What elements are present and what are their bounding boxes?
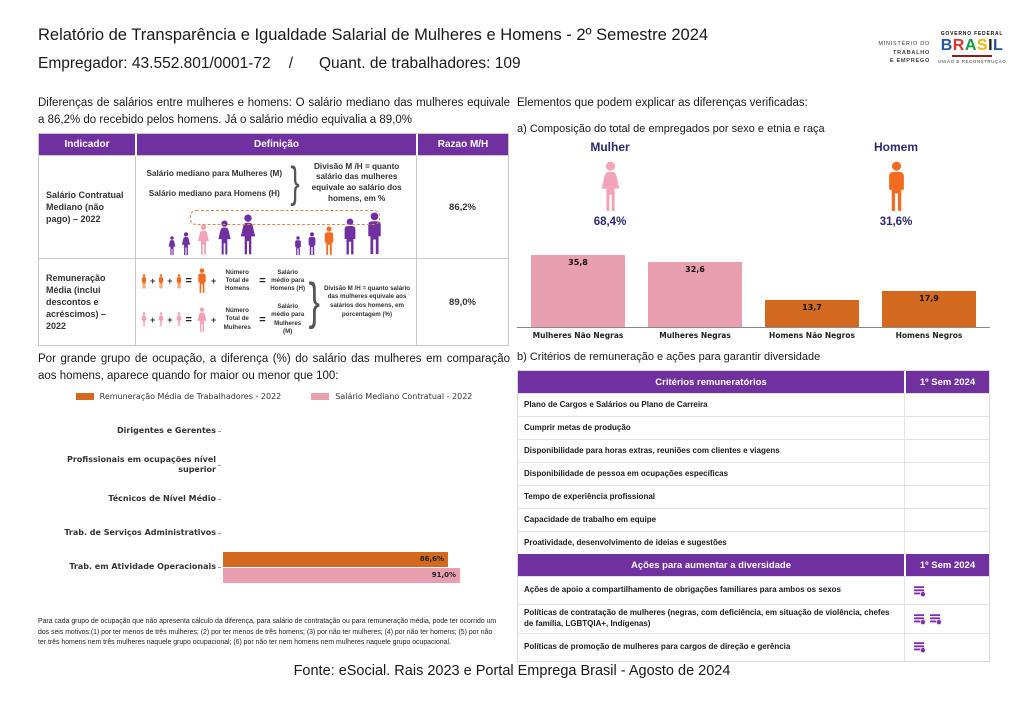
criteria-value-cell bbox=[904, 394, 989, 416]
criteria-value-cell bbox=[904, 440, 989, 462]
occupation-plot bbox=[223, 516, 510, 550]
bar-value-label: 17,9 bbox=[919, 294, 939, 303]
gov-brasil-logo bbox=[936, 31, 1008, 64]
female-figure-icon bbox=[180, 232, 192, 256]
indicator-table-header-indicador: Indicador bbox=[39, 134, 136, 156]
diversity-action-icon bbox=[914, 641, 926, 653]
bar-category-label: Homens Não Negros bbox=[769, 331, 855, 340]
female-figure-icon bbox=[140, 312, 148, 327]
axis-tick bbox=[218, 567, 221, 568]
separator: / bbox=[288, 55, 293, 72]
bar-value-label: 86,6% bbox=[419, 555, 444, 563]
gov-logo-letter: L bbox=[993, 37, 1004, 54]
indicator-table-header-definicao: Definição bbox=[135, 134, 417, 156]
male-figure-icon bbox=[306, 232, 318, 256]
axis-tick bbox=[218, 465, 221, 466]
male-figure-icon bbox=[321, 226, 337, 256]
legend-swatch bbox=[311, 393, 329, 400]
female-figure-icon bbox=[552, 161, 668, 213]
women-average-formula bbox=[140, 303, 307, 335]
occupation-row bbox=[38, 550, 510, 584]
plus-sign: + bbox=[210, 314, 217, 325]
gov-logo-bottom: UNIÃO E RECONSTRUÇÃO bbox=[937, 59, 1007, 65]
division-note: Divisão M /H = quanto salário das mulheres equivale aos salários dos homens, em porcentagem (%) bbox=[323, 284, 411, 318]
legend-item bbox=[311, 392, 472, 401]
male-figure-icon bbox=[195, 268, 209, 294]
bar-category-label: Homens Negros bbox=[895, 331, 963, 340]
occupation-row bbox=[38, 448, 510, 482]
gov-logo-top: GOVERNO FEDERAL bbox=[940, 31, 1004, 37]
equals-sign: = bbox=[185, 313, 192, 326]
ministry-logo-line1: MINISTÉRIO DO bbox=[878, 41, 930, 47]
gov-logo-letter: I bbox=[988, 37, 994, 54]
female-figure-icon bbox=[597, 161, 624, 213]
axis-tick bbox=[218, 499, 221, 500]
criteria-label: Tempo de experiência profissional bbox=[524, 491, 655, 501]
male-figure-icon bbox=[293, 236, 303, 256]
criteria-row bbox=[518, 531, 989, 554]
criteria-value-cell bbox=[904, 486, 989, 508]
occupation-label: Técnicos de Nível Médio bbox=[108, 494, 216, 504]
ministry-logo-line3: E EMPREGO bbox=[889, 58, 930, 65]
section-b-title: b) Critérios de remuneração e ações para garantir diversidade bbox=[517, 351, 821, 363]
occupation-bar-chart bbox=[38, 414, 510, 584]
actions-header-label: Ações para aumentar a diversidade bbox=[631, 559, 791, 571]
brace-glyph: } bbox=[290, 158, 300, 207]
action-row bbox=[518, 576, 989, 604]
female-figure-icon bbox=[195, 307, 209, 333]
male-label: Homem bbox=[873, 140, 918, 154]
indicator-row2-definition bbox=[136, 259, 417, 346]
indicator-row2-label: Remuneração Média (inclui descontos e acréscimos) – 2022 bbox=[39, 259, 136, 346]
median-men-label: Salário mediano para Homens (H) bbox=[148, 188, 280, 198]
female-share-block bbox=[552, 140, 668, 228]
gov-logo-letter: A bbox=[964, 37, 977, 54]
male-share-value: 31,6% bbox=[879, 216, 913, 228]
formula-total-label: Número Total de Mulheres bbox=[223, 307, 251, 331]
action-row bbox=[518, 604, 989, 633]
bar bbox=[765, 300, 859, 327]
action-value-cell bbox=[904, 577, 989, 604]
female-figure-icon bbox=[175, 312, 183, 327]
occupation-plot bbox=[223, 550, 510, 584]
criteria-label: Proatividade, desenvolvimento de ideias e sugestões bbox=[524, 537, 727, 547]
occupation-label: Profissionais em ocupações nível superior bbox=[66, 455, 216, 474]
criteria-value-cell bbox=[904, 463, 989, 485]
bar-value-label: 91,0% bbox=[431, 571, 456, 579]
equals-sign: = bbox=[259, 275, 266, 288]
bar-category-label: Mulheres Não Negras bbox=[532, 331, 624, 340]
action-label: Ações de apoio a compartilhamento de obrigações familiares para ambos os sexos bbox=[524, 585, 841, 595]
indicator-row1-label: Salário Contratual Mediano (não pago) – 2022 bbox=[39, 156, 136, 259]
criteria-header-period: 1º Sem 2024 bbox=[904, 371, 989, 393]
occupation-plot bbox=[223, 414, 510, 448]
occupation-plot bbox=[223, 448, 510, 482]
employer-id: Empregador: 43.552.801/0001-72 bbox=[38, 55, 271, 72]
source-footer: Fonte: eSocial. Rais 2023 e Portal Emprega Brasil - Agosto de 2024 bbox=[293, 663, 731, 679]
axis-tick bbox=[218, 431, 221, 432]
formula-total-label: Número Total de Homens bbox=[225, 269, 250, 293]
occupation-row bbox=[38, 482, 510, 516]
page-title: Relatório de Transparência e Igualdade Salarial de Mulheres e Homens - 2º Semestre 2024 bbox=[38, 26, 709, 44]
occupation-label: Trab. em Atividade Operacionais bbox=[69, 562, 216, 572]
gov-logo-name bbox=[936, 37, 1008, 55]
occupation-intro: Por grande grupo de ocupação, a diferença (%) do salário das mulheres em comparação aos homens, aparece quando for maior ou menor que 100: bbox=[38, 353, 510, 382]
equals-sign: = bbox=[185, 275, 192, 288]
plus-sign: + bbox=[150, 276, 156, 287]
gov-logo-letter: S bbox=[976, 37, 989, 54]
formula-result-label: Salário médio para Mulheres (M) bbox=[271, 303, 305, 335]
action-row bbox=[518, 633, 989, 661]
ministry-logo bbox=[840, 40, 930, 66]
composition-bar-chart bbox=[517, 244, 990, 340]
male-figure-icon bbox=[883, 161, 910, 213]
criteria-row bbox=[518, 462, 989, 485]
action-value-cell bbox=[904, 634, 989, 661]
occupation-chart-legend bbox=[38, 392, 510, 401]
criteria-row bbox=[518, 508, 989, 531]
gov-logo-letter: R bbox=[952, 37, 965, 54]
occupation-label: Dirigentes e Gerentes bbox=[117, 426, 216, 436]
median-highlight-box bbox=[190, 210, 380, 225]
criteria-label: Cumprir metas de produção bbox=[524, 422, 631, 432]
male-figure-icon bbox=[157, 274, 165, 289]
formula-result-label: Salário médio para Homens (H) bbox=[270, 269, 306, 293]
bar bbox=[882, 291, 976, 327]
male-figure-icon bbox=[838, 161, 954, 213]
plus-sign: + bbox=[210, 276, 217, 287]
criteria-row bbox=[518, 416, 989, 439]
criteria-value-cell bbox=[904, 509, 989, 531]
bar bbox=[648, 262, 742, 327]
action-value-cell bbox=[904, 605, 989, 633]
criteria-value-cell bbox=[904, 532, 989, 554]
ministry-logo-line2: TRABALHO bbox=[893, 49, 930, 56]
criteria-label: Capacidade de trabalho em equipe bbox=[524, 514, 657, 524]
workers-count: Quant. de trabalhadores: 109 bbox=[319, 55, 521, 72]
ratio-average-value: 89,0% bbox=[417, 259, 509, 346]
criteria-label: Plano de Cargos e Salários ou Plano de Carreira bbox=[524, 399, 708, 409]
composition-chart-plot bbox=[517, 244, 990, 328]
criteria-header-row bbox=[518, 371, 989, 393]
median-women-label: Salário mediano para Mulheres (M) bbox=[146, 168, 283, 178]
gov-logo-letter: B bbox=[940, 37, 953, 54]
population-pictogram bbox=[142, 208, 410, 256]
bar-value-label: 32,6 bbox=[685, 265, 705, 274]
indicator-table bbox=[38, 133, 509, 346]
legend-label: Salário Mediano Contratual - 2022 bbox=[335, 392, 473, 401]
bar-value-label: 13,7 bbox=[802, 303, 822, 312]
legend-item bbox=[76, 392, 282, 401]
brace-glyph: } bbox=[308, 272, 321, 330]
section-a-title: a) Composição do total de empregados por sexo e etnia e raça bbox=[517, 123, 825, 135]
criteria-row bbox=[518, 393, 989, 416]
salary-difference-intro: Diferenças de salários entre mulheres e homens: O salário mediano das mulheres equivale a 86,2% do recebido pelos homens. Já o salário médio equivalia a 89,0% bbox=[38, 97, 510, 126]
occupation-plot bbox=[223, 482, 510, 516]
occupation-row bbox=[38, 414, 510, 448]
equals-sign: = bbox=[259, 313, 266, 326]
diversity-action-icon bbox=[914, 585, 926, 597]
indicator-row1-definition bbox=[136, 156, 417, 259]
female-label: Mulher bbox=[590, 140, 630, 154]
bar bbox=[223, 568, 460, 583]
bar-category-label: Mulheres Negras bbox=[659, 331, 731, 340]
legend-swatch bbox=[76, 393, 94, 400]
diversity-action-icon bbox=[914, 613, 926, 625]
female-figure-icon bbox=[195, 224, 212, 256]
criteria-label: Disponibilidade de pessoa em ocupações específicas bbox=[524, 468, 729, 478]
division-note: Divisão M /H = quanto salário das mulheres equivale ao salário dos homens, em % bbox=[311, 161, 402, 203]
bar-value-label: 35,8 bbox=[568, 258, 588, 267]
gov-logo-underline bbox=[952, 55, 992, 57]
composition-chart-categories bbox=[517, 331, 990, 340]
female-figure-icon bbox=[167, 236, 177, 256]
female-figure-icon bbox=[215, 220, 234, 256]
occupation-footnote: Para cada grupo de ocupação que não apresenta cálculo da diferença, para salário de contratação ou para remuneração média, pode ter ocorrido um dos seis motivos:(1) por ter menos de três mulheres; (2) por ter menos de três homens; (3) por não ter mulheres; (4) por não ter homens; (5) por não ter três homens nem três mulheres naquele grupo ocupacional; (6) por não ter nem homens nem mulheres naquele grupo ocupacional. bbox=[38, 618, 497, 647]
employer-line bbox=[38, 55, 521, 73]
action-label: Políticas de promoção de mulheres para cargos de direção e gerência bbox=[524, 641, 791, 651]
indicator-table-header-razao: Razao M/H bbox=[416, 134, 509, 156]
criteria-row bbox=[518, 439, 989, 462]
ratio-median-value: 86,2% bbox=[417, 156, 509, 259]
plus-sign: + bbox=[167, 314, 173, 325]
female-figure-icon bbox=[157, 312, 165, 327]
occupation-label: Trab. de Serviços Administrativos bbox=[64, 528, 216, 538]
male-figure-icon bbox=[175, 274, 183, 289]
bar bbox=[531, 255, 625, 327]
plus-sign: + bbox=[167, 276, 173, 287]
criteria-value-cell bbox=[904, 417, 989, 439]
actions-header-row bbox=[518, 554, 989, 576]
criteria-label: Disponibilidade para horas extras, reuniões com clientes e viagens bbox=[524, 445, 780, 455]
occupation-row bbox=[38, 516, 510, 550]
bar bbox=[223, 552, 448, 567]
male-share-block bbox=[838, 140, 954, 228]
elements-title: Elementos que podem explicar as diferenças verificadas: bbox=[517, 97, 808, 109]
criteria-row bbox=[518, 485, 989, 508]
diversity-action-icon bbox=[930, 613, 942, 625]
action-label: Políticas de contratação de mulheres (negras, com deficiência, em situação de violência, chefes de família, LGBTQIA+, Indígenas) bbox=[524, 608, 890, 628]
criteria-actions-table bbox=[517, 370, 990, 662]
men-average-formula bbox=[140, 268, 307, 294]
axis-tick bbox=[218, 533, 221, 534]
actions-header-period: 1º Sem 2024 bbox=[904, 554, 989, 576]
plus-sign: + bbox=[150, 314, 156, 325]
legend-label: Remuneração Média de Trabalhadores - 2022 bbox=[99, 392, 282, 401]
male-figure-icon bbox=[140, 274, 148, 289]
criteria-header-label: Critérios remuneratórios bbox=[655, 376, 767, 388]
female-share-value: 68,4% bbox=[593, 216, 627, 228]
